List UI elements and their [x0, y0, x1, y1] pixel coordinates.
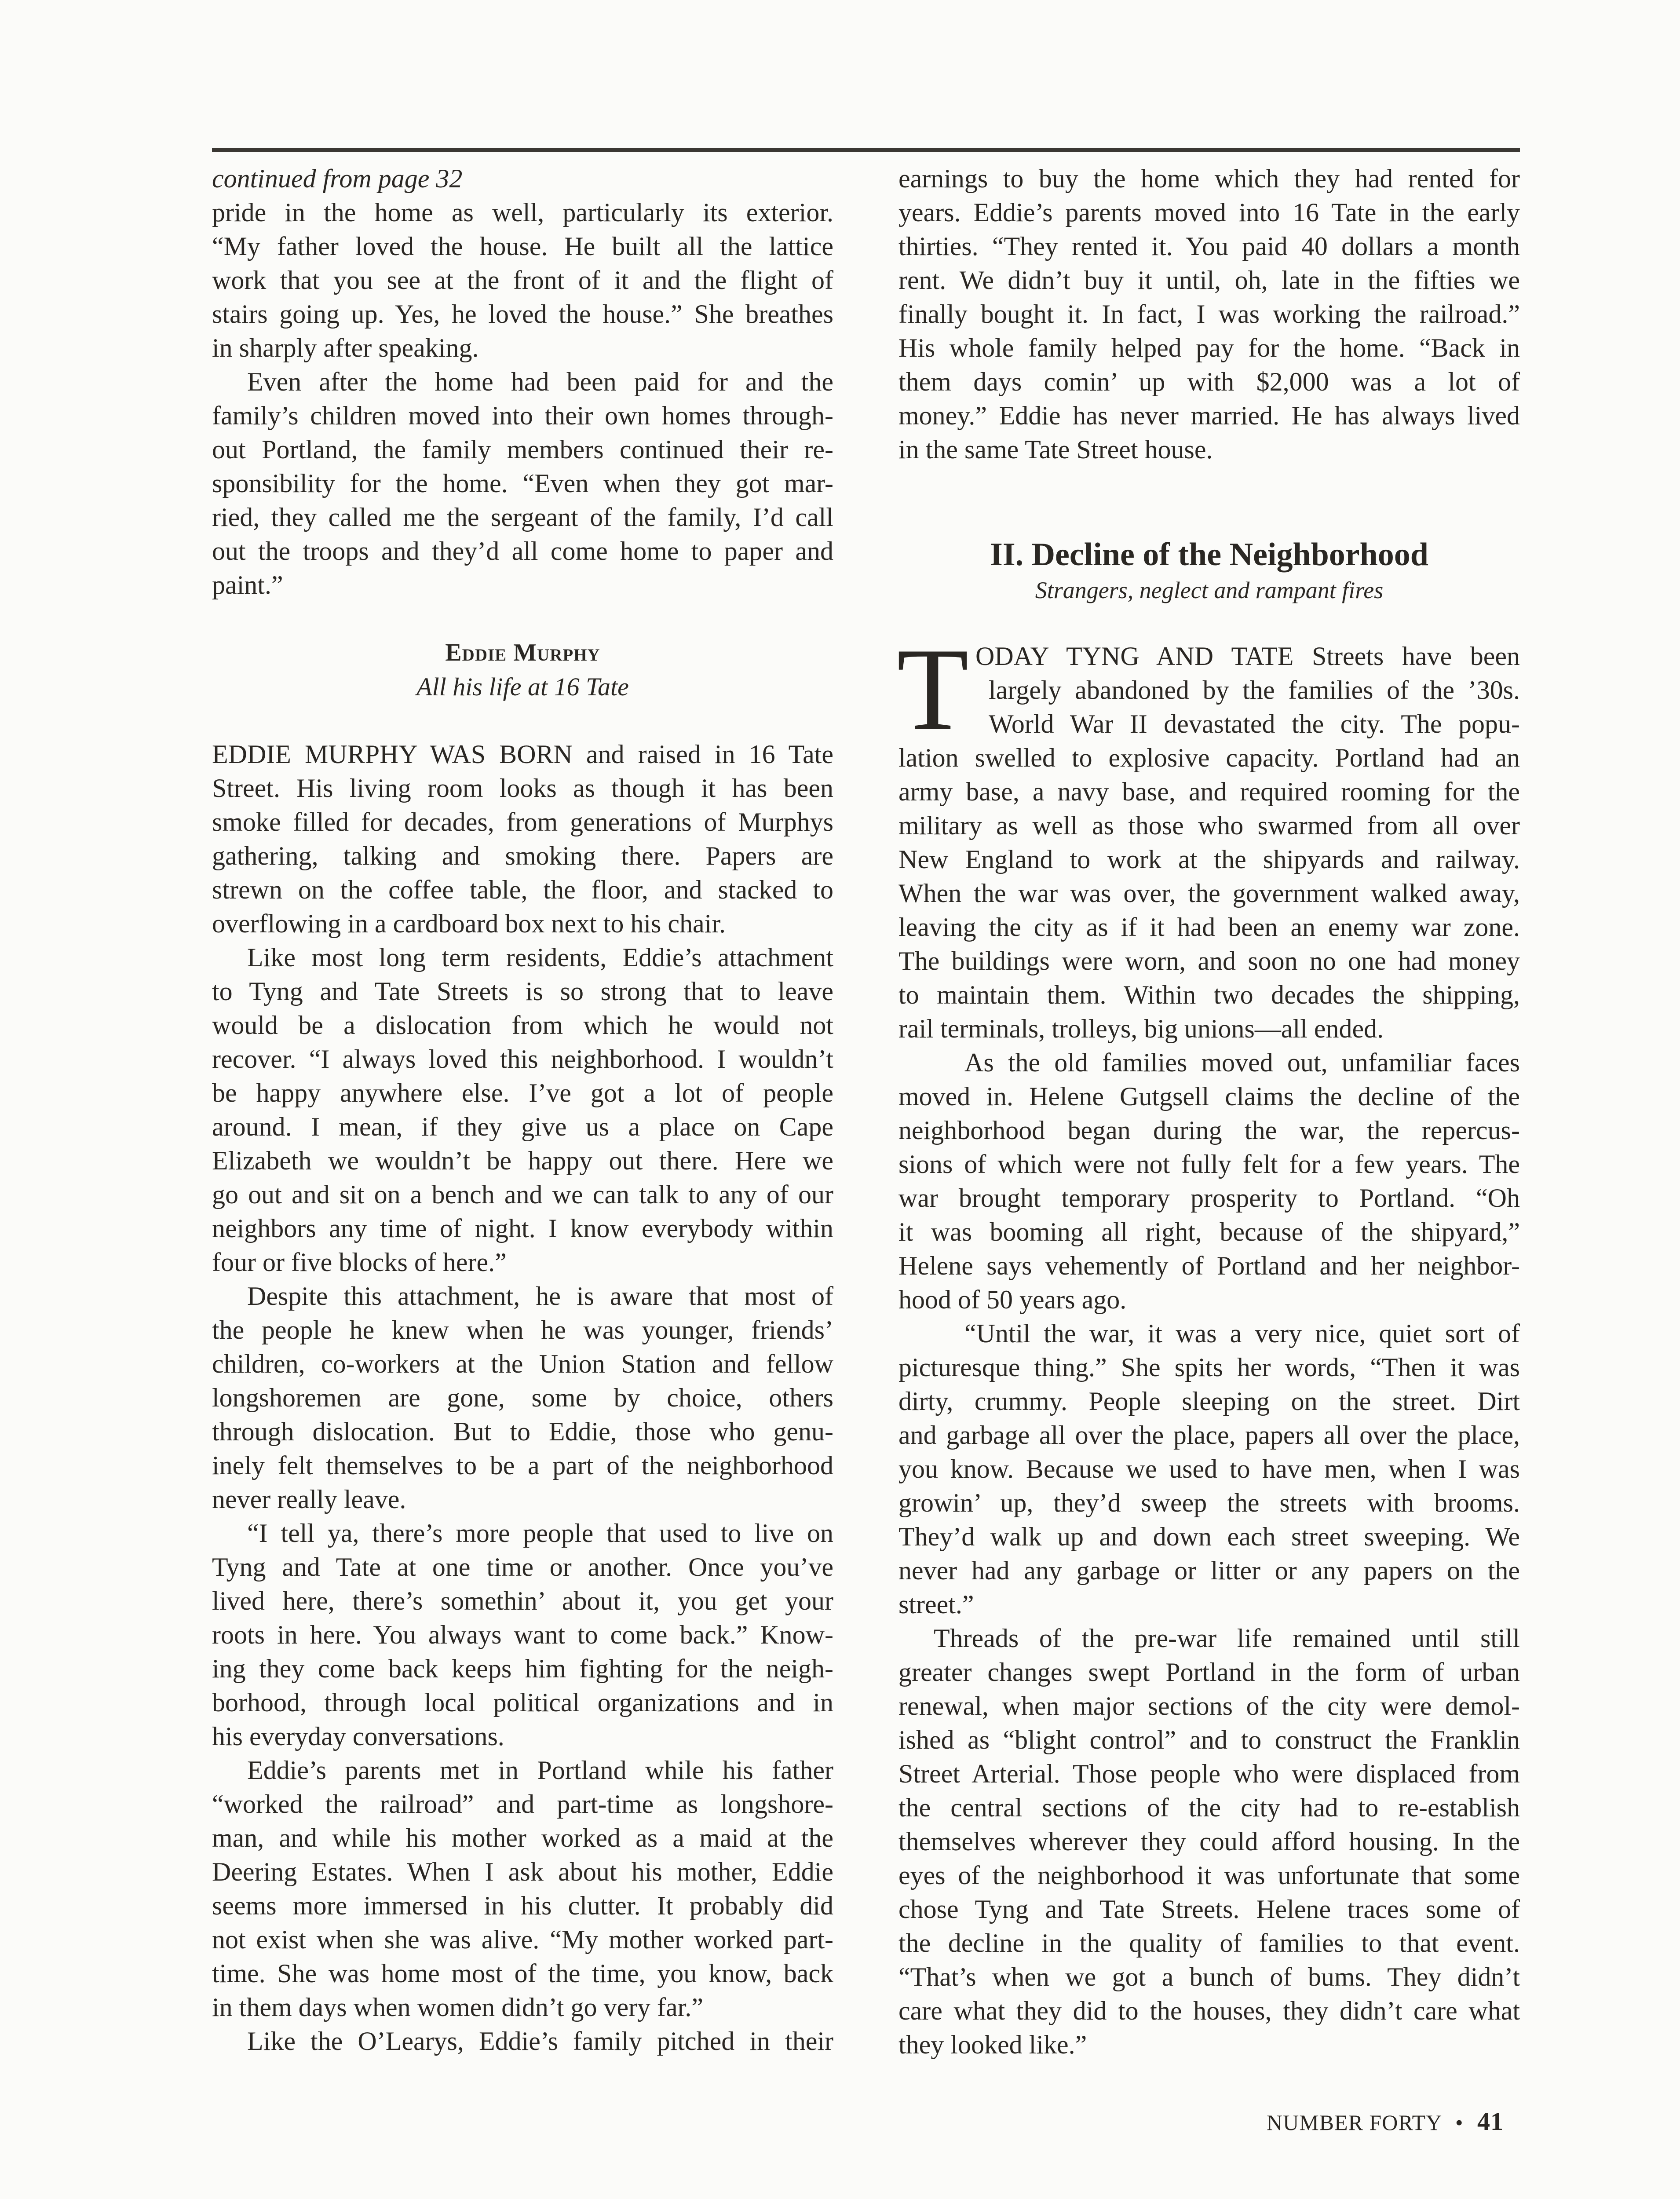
- text-line: they looked like.”: [898, 2030, 1087, 2059]
- text-line: New England to work at the shipyards and railway.: [898, 845, 1520, 874]
- text-line: Elizabeth we wouldn’t be happy out there. Here we: [212, 1146, 833, 1175]
- text-line: years. Eddie’s parents moved into 16 Tate in the early: [898, 198, 1520, 227]
- text-line: Street. His living room looks as though it has been: [212, 774, 833, 803]
- paragraph-old-families: [898, 1046, 1520, 1317]
- text-line: Like most long term residents, Eddie’s attachment: [247, 943, 833, 972]
- text-line: rail terminals, trolleys, big unions—all ended.: [898, 1014, 1384, 1043]
- paragraph-today-lines: [897, 624, 1520, 1046]
- text-line: in the same Tate Street house.: [898, 435, 1213, 464]
- text-line: never had any garbage or litter or any papers on the: [898, 1556, 1520, 1585]
- text-line: and garbage all over the place, papers all over the place,: [898, 1421, 1520, 1450]
- text-line: largely abandoned by the families of the ’30s.: [989, 676, 1520, 705]
- page-number: 41: [1477, 2107, 1504, 2136]
- text-line: greater changes swept Portland in the form of urban: [898, 1658, 1520, 1687]
- spacer: [212, 602, 833, 636]
- text-line: ried, they called me the sergeant of the family, I’d call: [212, 503, 833, 532]
- text-line: Street Arterial. Those people who were displaced from: [898, 1759, 1520, 1788]
- text-line: money.” Eddie has never married. He has always lived: [898, 401, 1520, 430]
- text-line: to maintain them. Within two decades the shipping,: [898, 980, 1520, 1009]
- text-line: roots in here. You always want to come back.” Know-: [212, 1620, 833, 1649]
- text-line: the central sections of the city had to re-establish: [898, 1793, 1520, 1822]
- section-subtitle: Strangers, neglect and rampant fires: [1035, 577, 1384, 603]
- text-line: them days comin’ up with $2,000 was a lot of: [898, 367, 1520, 396]
- text-line: ODAY TYNG AND TATE Streets have been: [975, 642, 1520, 671]
- text-line: the people he knew when he was younger, friends’: [212, 1315, 833, 1344]
- text-line: children, co-workers at the Union Station and fellow: [212, 1349, 833, 1378]
- drop-cap: T: [897, 624, 969, 754]
- text-line: rent. We didn’t buy it until, oh, late in the fifties we: [898, 266, 1520, 295]
- text-line: not exist when she was alive. “My mother worked part-: [212, 1925, 833, 1954]
- text-line: Threads of the pre-war life remained until still: [934, 1624, 1520, 1653]
- paragraph-earnings: [898, 162, 1520, 467]
- text-line: lation swelled to explosive capacity. Portland had an: [898, 743, 1520, 772]
- text-line: the decline in the quality of families to that event.: [898, 1929, 1520, 1958]
- spacer: [898, 500, 1520, 534]
- text-line: family’s children moved into their own homes through-: [212, 401, 833, 430]
- text-line: through dislocation. But to Eddie, those who genu-: [212, 1417, 833, 1446]
- text-line: Despite this attachment, he is aware that most of: [247, 1282, 833, 1311]
- text-line: When the war was over, the government walked away,: [898, 879, 1520, 908]
- text-line: longshoremen are gone, some by choice, others: [212, 1383, 833, 1412]
- paragraph-attachment: [212, 941, 833, 1279]
- paragraph-until-the-war: [898, 1317, 1520, 1622]
- text-line: EDDIE MURPHY WAS BORN and raised in 16 Tate: [212, 740, 833, 769]
- text-line: strewn on the coffee table, the floor, and stacked to: [212, 875, 833, 904]
- paragraph-home-responsibility: [212, 365, 833, 602]
- text-line: man, and while his mother worked as a maid at the: [212, 1823, 833, 1852]
- text-line: picturesque thing.” She spits her words, “Then it was: [898, 1353, 1520, 1382]
- text-line: finally bought it. In fact, I was working the railroad.”: [898, 300, 1520, 329]
- text-line: his everyday conversations.: [212, 1722, 504, 1751]
- text-line: growin’ up, they’d sweep the streets with brooms.: [898, 1488, 1520, 1517]
- text-line: moved in. Helene Gutgsell claims the decline of the: [898, 1082, 1520, 1111]
- text-line: street.”: [898, 1590, 974, 1619]
- text-line: hood of 50 years ago.: [898, 1285, 1127, 1314]
- text-line: sions of which were not fully felt for a few years. The: [898, 1150, 1520, 1179]
- text-line: never really leave.: [212, 1485, 406, 1514]
- text-line: neighbors any time of night. I know everybody within: [212, 1214, 833, 1243]
- text-line: recover. “I always loved this neighborhood. I wouldn’t: [212, 1045, 833, 1074]
- text-line: overflowing in a cardboard box next to his chair.: [212, 909, 726, 938]
- text-line: Eddie’s parents met in Portland while his father: [247, 1756, 833, 1785]
- text-line: Like the O’Learys, Eddie’s family pitched in their: [247, 2027, 833, 2056]
- text-line: it was booming all right, because of the shipyard,”: [898, 1217, 1520, 1246]
- text-line: you know. Because we used to have men, when I was: [898, 1454, 1520, 1483]
- text-line: themselves wherever they could afford housing. In the: [898, 1827, 1520, 1856]
- paragraph-intro: [212, 196, 833, 365]
- text-line: World War II devastated the city. The popu-: [989, 709, 1520, 738]
- text-line: leaving the city as if it had been an enemy war zone.: [898, 913, 1520, 942]
- text-line: care what they did to the houses, they didn’t care what: [898, 1996, 1520, 2025]
- left-column: [212, 162, 833, 2058]
- text-line: in them days when women didn’t go very far.”: [212, 1993, 703, 2022]
- text-line: renewal, when major sections of the city were demol-: [898, 1691, 1520, 1720]
- profile-subheading: All his life at 16 Tate: [416, 672, 629, 701]
- text-line: gathering, talking and smoking there. Papers are: [212, 841, 833, 870]
- text-line: army base, a navy base, and required rooming for the: [898, 777, 1520, 806]
- text-line: go out and sit on a bench and we can talk to any of our: [212, 1180, 833, 1209]
- paragraph-threads: [898, 1622, 1520, 2062]
- bullet-separator: •: [1455, 2110, 1464, 2135]
- text-line: be happy anywhere else. I’ve got a lot of people: [212, 1078, 833, 1107]
- text-line: to Tyng and Tate Streets is so strong that to leave: [212, 977, 833, 1006]
- paragraph-born-raised: [212, 738, 833, 941]
- text-line: thirties. “They rented it. You paid 40 dollars a month: [898, 232, 1520, 261]
- text-line: borhood, through local political organizations and in: [212, 1688, 833, 1717]
- text-line: earnings to buy the home which they had rented for: [898, 164, 1520, 193]
- text-line: time. She was home most of the time, you know, back: [212, 1959, 833, 1988]
- text-line: out Portland, the family members continued their re-: [212, 435, 833, 464]
- continued-note: continued from page 32: [212, 164, 463, 193]
- page-footer: [1267, 2107, 1504, 2136]
- paragraph-despite: [212, 1279, 833, 1516]
- text-line: Even after the home had been paid for and the: [247, 367, 833, 396]
- paragraph-parents: [212, 1753, 833, 2024]
- text-line: sponsibility for the home. “Even when they got mar-: [212, 469, 833, 498]
- text-line: “That’s when we got a bunch of bums. They didn’t: [898, 1962, 1520, 1991]
- text-line: As the old families moved out, unfamiliar faces: [964, 1048, 1520, 1077]
- text-line: “I tell ya, there’s more people that used to live on: [247, 1519, 833, 1548]
- text-line: stairs going up. Yes, he loved the house.” She breathes: [212, 300, 833, 329]
- section-title: II. Decline of the Neighborhood: [990, 537, 1428, 573]
- text-line: The buildings were worn, and soon no one had money: [898, 946, 1520, 975]
- text-line: Helene says vehemently of Portland and her neighbor-: [898, 1251, 1520, 1280]
- text-line: chose Tyng and Tate Streets. Helene traces some of: [898, 1895, 1520, 1924]
- text-line: eyes of the neighborhood it was unfortunate that some: [898, 1861, 1520, 1890]
- text-line: in sharply after speaking.: [212, 333, 479, 362]
- paragraph-today: [897, 624, 1520, 1046]
- text-line: “worked the railroad” and part-time as longshore-: [212, 1790, 833, 1819]
- text-line: “My father loved the house. He built all the lattice: [212, 232, 833, 261]
- text-line: inely felt themselves to be a part of the neighborhood: [212, 1451, 833, 1480]
- text-line: work that you see at the front of it and the flight of: [212, 266, 833, 295]
- text-line: neighborhood began during the war, the repercus-: [898, 1116, 1520, 1145]
- text-line: out the troops and they’d all come home to paper and: [212, 537, 833, 566]
- text-line: ished as “blight control” and to construct the Franklin: [898, 1725, 1520, 1754]
- text-line: Tyng and Tate at one time or another. Once you’ve: [212, 1552, 833, 1582]
- text-line: military as well as those who swarmed from all over: [898, 811, 1520, 840]
- text-line: ing they come back keeps him fighting for the neigh-: [212, 1654, 833, 1683]
- text-line: “Until the war, it was a very nice, quiet sort of: [964, 1319, 1520, 1348]
- profile-heading: Eddie Murphy: [445, 639, 600, 666]
- text-line: would be a dislocation from which he would not: [212, 1011, 833, 1040]
- publication-name: NUMBER FORTY: [1267, 2110, 1442, 2135]
- text-line: dirty, crummy. People sleeping on the street. Dirt: [898, 1387, 1520, 1416]
- right-column: [898, 162, 1520, 2062]
- text-line: around. I mean, if they give us a place on Cape: [212, 1112, 833, 1141]
- spacer: [212, 704, 833, 738]
- text-line: pride in the home as well, particularly its exterior.: [212, 198, 833, 227]
- spacer: [898, 467, 1520, 500]
- text-line: lived here, there’s somethin’ about it, you get your: [212, 1586, 833, 1615]
- text-line: paint.”: [212, 570, 283, 599]
- text-line: They’d walk up and down each street sweeping. We: [898, 1522, 1520, 1551]
- top-rule: [212, 148, 1520, 152]
- text-line: four or five blocks of here.”: [212, 1248, 507, 1277]
- text-line: smoke filled for decades, from generations of Murphys: [212, 807, 833, 836]
- text-line: His whole family helped pay for the home. “Back in: [898, 333, 1520, 362]
- paragraph-olearys: [212, 2024, 833, 2058]
- text-line: war brought temporary prosperity to Portland. “Oh: [898, 1184, 1520, 1213]
- text-line: seems more immersed in his clutter. It probably did: [212, 1891, 833, 1920]
- text-line: Deering Estates. When I ask about his mother, Eddie: [212, 1857, 833, 1886]
- spacer: [898, 606, 1520, 639]
- paragraph-tell-ya: [212, 1516, 833, 1753]
